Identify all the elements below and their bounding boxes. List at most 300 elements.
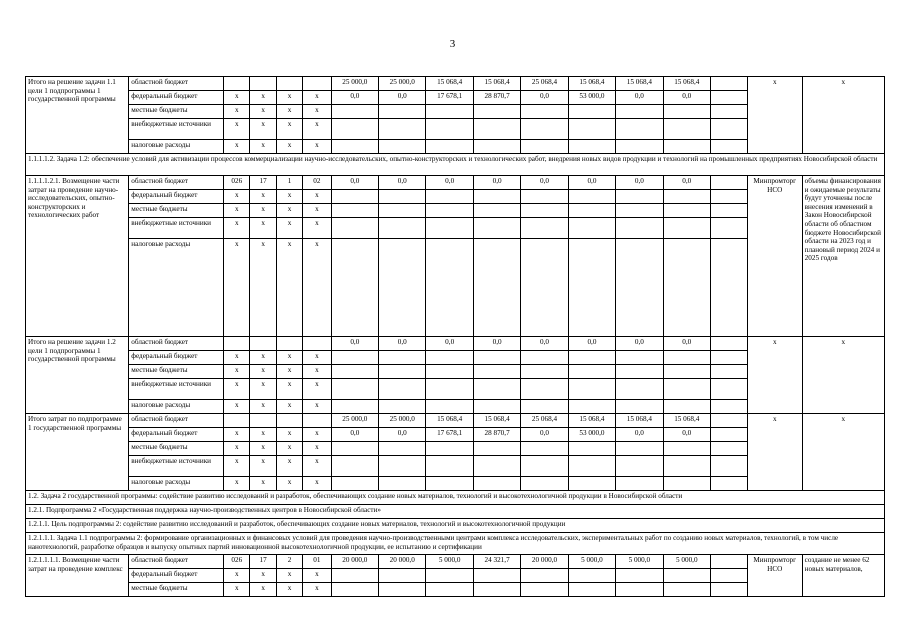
budget-code: x <box>303 583 331 597</box>
budget-code: x <box>276 569 302 583</box>
amount-cell <box>521 569 568 583</box>
budget-code <box>224 77 250 91</box>
amount-cell: 0,0 <box>663 176 710 190</box>
amount-cell <box>616 140 663 154</box>
amount-cell <box>426 477 473 491</box>
program-table <box>25 76 885 597</box>
measure-label: 1.1.1.1.2.1. Возмещение части затрат на проведение научно-исследовательских, опытно-конструкторских и технологических работ <box>26 176 129 337</box>
budget-code: x <box>224 239 250 337</box>
budget-code: 026 <box>224 555 250 569</box>
amount-cell <box>616 400 663 414</box>
amount-cell <box>379 190 426 204</box>
table-row <box>26 176 885 190</box>
amount-cell: 15 068,4 <box>473 414 520 428</box>
empty-cell <box>710 140 747 154</box>
budget-code: x <box>250 569 276 583</box>
amount-cell <box>616 365 663 379</box>
budget-code: x <box>250 105 276 119</box>
budget-code: x <box>224 91 250 105</box>
amount-cell: 25 000,0 <box>331 77 378 91</box>
amount-cell <box>568 351 615 365</box>
amount-cell <box>331 218 378 239</box>
budget-code: x <box>250 477 276 491</box>
amount-cell <box>568 239 615 337</box>
budget-code: x <box>250 140 276 154</box>
amount-cell: 0,0 <box>426 176 473 190</box>
amount-cell: 0,0 <box>616 176 663 190</box>
section-row <box>26 505 885 519</box>
amount-cell <box>521 105 568 119</box>
empty-cell <box>710 218 747 239</box>
amount-cell: 20 000,0 <box>521 555 568 569</box>
funding-source: внебюджетные источники <box>129 218 224 239</box>
amount-cell <box>426 239 473 337</box>
amount-cell <box>616 119 663 140</box>
empty-cell <box>710 442 747 456</box>
budget-code <box>250 337 276 351</box>
budget-code: x <box>276 190 302 204</box>
budget-code: x <box>224 477 250 491</box>
expected-result: x <box>802 414 884 491</box>
amount-cell <box>568 140 615 154</box>
budget-code: x <box>303 442 331 456</box>
amount-cell: 25 000,0 <box>379 414 426 428</box>
budget-code: 17 <box>250 176 276 190</box>
empty-cell <box>710 337 747 351</box>
amount-cell: 0,0 <box>521 91 568 105</box>
empty-cell <box>710 569 747 583</box>
amount-cell: 15 068,4 <box>426 414 473 428</box>
funding-source: внебюджетные источники <box>129 119 224 140</box>
funding-source: внебюджетные источники <box>129 456 224 477</box>
amount-cell: 0,0 <box>331 91 378 105</box>
executor: x <box>747 414 802 491</box>
amount-cell <box>663 239 710 337</box>
table-row <box>26 414 885 428</box>
amount-cell: 15 068,4 <box>568 77 615 91</box>
amount-cell: 0,0 <box>379 91 426 105</box>
amount-cell <box>379 351 426 365</box>
measure-label: Итого на решение задачи 1.1 цели 1 подпрограммы 1 государственной программы <box>26 77 129 154</box>
empty-cell <box>710 456 747 477</box>
funding-source: федеральный бюджет <box>129 91 224 105</box>
amount-cell: 0,0 <box>521 337 568 351</box>
executor: x <box>747 337 802 414</box>
amount-cell <box>568 477 615 491</box>
funding-source: местные бюджеты <box>129 204 224 218</box>
budget-code: x <box>276 239 302 337</box>
empty-cell <box>710 351 747 365</box>
table-row <box>26 555 885 569</box>
amount-cell <box>379 365 426 379</box>
budget-code: x <box>276 119 302 140</box>
amount-cell <box>473 442 520 456</box>
amount-cell <box>426 442 473 456</box>
amount-cell <box>521 351 568 365</box>
amount-cell <box>426 569 473 583</box>
empty-cell <box>710 555 747 569</box>
table-row <box>26 77 885 91</box>
amount-cell <box>521 218 568 239</box>
expected-result: x <box>802 337 884 414</box>
funding-source: областной бюджет <box>129 337 224 351</box>
budget-code <box>303 77 331 91</box>
budget-code: x <box>303 569 331 583</box>
amount-cell <box>616 583 663 597</box>
budget-code: x <box>276 365 302 379</box>
budget-code: 17 <box>250 555 276 569</box>
empty-cell <box>710 428 747 442</box>
budget-code: x <box>303 140 331 154</box>
funding-source: федеральный бюджет <box>129 569 224 583</box>
amount-cell: 15 068,4 <box>473 77 520 91</box>
amount-cell <box>426 218 473 239</box>
amount-cell <box>473 569 520 583</box>
budget-code: x <box>250 204 276 218</box>
amount-cell <box>331 105 378 119</box>
amount-cell <box>473 477 520 491</box>
amount-cell <box>426 400 473 414</box>
amount-cell: 20 000,0 <box>331 555 378 569</box>
amount-cell <box>473 456 520 477</box>
budget-code: x <box>224 400 250 414</box>
amount-cell <box>663 119 710 140</box>
section-row <box>26 533 885 555</box>
amount-cell <box>568 119 615 140</box>
amount-cell <box>473 583 520 597</box>
amount-cell <box>379 569 426 583</box>
amount-cell <box>663 140 710 154</box>
amount-cell: 28 870,7 <box>473 91 520 105</box>
amount-cell <box>663 456 710 477</box>
amount-cell <box>473 105 520 119</box>
amount-cell <box>568 456 615 477</box>
amount-cell <box>663 442 710 456</box>
amount-cell <box>568 442 615 456</box>
amount-cell: 0,0 <box>379 176 426 190</box>
amount-cell: 0,0 <box>473 337 520 351</box>
amount-cell: 0,0 <box>473 176 520 190</box>
amount-cell <box>521 477 568 491</box>
empty-cell <box>710 400 747 414</box>
budget-code: x <box>224 105 250 119</box>
funding-source: налоговые расходы <box>129 140 224 154</box>
amount-cell <box>473 351 520 365</box>
amount-cell <box>331 583 378 597</box>
budget-code: x <box>224 428 250 442</box>
budget-code: x <box>250 239 276 337</box>
amount-cell: 15 068,4 <box>616 77 663 91</box>
budget-code: x <box>224 119 250 140</box>
amount-cell <box>663 351 710 365</box>
budget-code: x <box>303 379 331 400</box>
budget-code: x <box>250 442 276 456</box>
amount-cell <box>616 569 663 583</box>
amount-cell <box>521 379 568 400</box>
funding-source: областной бюджет <box>129 77 224 91</box>
funding-source: областной бюджет <box>129 555 224 569</box>
amount-cell <box>379 239 426 337</box>
amount-cell: 0,0 <box>331 176 378 190</box>
amount-cell <box>426 351 473 365</box>
amount-cell: 15 068,4 <box>663 414 710 428</box>
budget-code: x <box>276 400 302 414</box>
funding-source: местные бюджеты <box>129 105 224 119</box>
amount-cell: 15 068,4 <box>568 414 615 428</box>
expected-result: x <box>802 77 884 154</box>
amount-cell <box>473 190 520 204</box>
funding-source: внебюджетные источники <box>129 379 224 400</box>
amount-cell <box>379 456 426 477</box>
budget-code <box>224 414 250 428</box>
budget-code: x <box>224 365 250 379</box>
amount-cell <box>426 119 473 140</box>
budget-code <box>276 337 302 351</box>
funding-source: налоговые расходы <box>129 239 224 337</box>
amount-cell: 53 000,0 <box>568 428 615 442</box>
empty-cell <box>710 105 747 119</box>
budget-code <box>303 414 331 428</box>
budget-code: x <box>276 218 302 239</box>
amount-cell: 15 068,4 <box>426 77 473 91</box>
expected-result: создание не менее 62 новых материалов, <box>802 555 884 597</box>
budget-code: x <box>276 204 302 218</box>
amount-cell <box>616 477 663 491</box>
amount-cell <box>379 442 426 456</box>
amount-cell <box>331 477 378 491</box>
budget-code: x <box>224 379 250 400</box>
amount-cell: 0,0 <box>331 337 378 351</box>
budget-code: x <box>276 105 302 119</box>
amount-cell <box>331 569 378 583</box>
budget-code <box>276 414 302 428</box>
budget-code: x <box>224 583 250 597</box>
empty-cell <box>710 176 747 190</box>
amount-cell: 25 000,0 <box>331 414 378 428</box>
amount-cell <box>616 456 663 477</box>
budget-code: x <box>276 428 302 442</box>
amount-cell <box>568 190 615 204</box>
budget-code: 026 <box>224 176 250 190</box>
budget-code: 2 <box>276 555 302 569</box>
amount-cell: 0,0 <box>379 337 426 351</box>
amount-cell: 0,0 <box>426 337 473 351</box>
amount-cell <box>521 119 568 140</box>
amount-cell: 5 000,0 <box>426 555 473 569</box>
section-row <box>26 154 885 176</box>
amount-cell: 25 068,4 <box>521 77 568 91</box>
amount-cell <box>426 140 473 154</box>
budget-code: x <box>250 365 276 379</box>
amount-cell <box>568 218 615 239</box>
executor: Минпромторг НСО <box>747 176 802 337</box>
budget-code: x <box>303 477 331 491</box>
amount-cell <box>473 365 520 379</box>
amount-cell <box>379 379 426 400</box>
amount-cell <box>568 400 615 414</box>
amount-cell <box>663 105 710 119</box>
budget-code: x <box>303 119 331 140</box>
empty-cell <box>710 190 747 204</box>
amount-cell <box>331 379 378 400</box>
measure-label: Итого затрат по подпрограмме 1 государственной программы <box>26 414 129 491</box>
table-body <box>26 77 885 597</box>
funding-source: местные бюджеты <box>129 442 224 456</box>
amount-cell <box>616 351 663 365</box>
amount-cell <box>663 218 710 239</box>
amount-cell <box>379 218 426 239</box>
funding-source: федеральный бюджет <box>129 428 224 442</box>
amount-cell <box>616 105 663 119</box>
budget-code: x <box>250 400 276 414</box>
budget-code: x <box>224 442 250 456</box>
budget-code: x <box>250 428 276 442</box>
budget-code: x <box>303 204 331 218</box>
amount-cell <box>331 140 378 154</box>
amount-cell <box>663 365 710 379</box>
amount-cell <box>568 204 615 218</box>
amount-cell: 17 678,1 <box>426 91 473 105</box>
amount-cell <box>379 119 426 140</box>
amount-cell <box>568 105 615 119</box>
amount-cell <box>426 583 473 597</box>
amount-cell <box>473 140 520 154</box>
amount-cell <box>616 190 663 204</box>
amount-cell <box>616 239 663 337</box>
amount-cell <box>331 190 378 204</box>
budget-code: x <box>303 456 331 477</box>
amount-cell <box>331 239 378 337</box>
amount-cell: 25 068,4 <box>521 414 568 428</box>
budget-code: x <box>303 428 331 442</box>
section-heading: 1.1.1.1.2. Задача 1.2: обеспечение условий для активизации процессов коммерциализации научно-исследовательских, опытно-конструкторских и технологических работ, внедрения новых видов продукции и технологий на промышленных предприятиях Новосибирской области <box>26 154 885 176</box>
amount-cell <box>663 477 710 491</box>
budget-code: x <box>250 119 276 140</box>
budget-code <box>224 337 250 351</box>
empty-cell <box>710 239 747 337</box>
amount-cell <box>331 442 378 456</box>
budget-code: x <box>303 365 331 379</box>
page-number: 3 <box>449 38 456 50</box>
expected-result: объемы финансирования и ожидаемые результаты будут уточнены после внесения изменений в Закон Новосибирской области об областном бюджете Новосибирской области на 2023 год и плановый период 2024 и 2025 годов <box>802 176 884 337</box>
amount-cell <box>663 379 710 400</box>
funding-source: федеральный бюджет <box>129 190 224 204</box>
budget-code: x <box>250 91 276 105</box>
amount-cell <box>379 477 426 491</box>
funding-source: областной бюджет <box>129 414 224 428</box>
amount-cell <box>568 569 615 583</box>
amount-cell <box>331 351 378 365</box>
section-row <box>26 519 885 533</box>
amount-cell <box>331 365 378 379</box>
amount-cell: 53 000,0 <box>568 91 615 105</box>
budget-code <box>250 77 276 91</box>
budget-code: x <box>276 583 302 597</box>
amount-cell <box>521 239 568 337</box>
amount-cell: 0,0 <box>663 91 710 105</box>
amount-cell <box>521 456 568 477</box>
amount-cell: 5 000,0 <box>663 555 710 569</box>
empty-cell <box>710 204 747 218</box>
funding-source: налоговые расходы <box>129 477 224 491</box>
amount-cell <box>379 583 426 597</box>
amount-cell: 0,0 <box>379 428 426 442</box>
budget-code: x <box>303 105 331 119</box>
funding-source: местные бюджеты <box>129 365 224 379</box>
budget-code: x <box>303 239 331 337</box>
amount-cell: 28 870,7 <box>473 428 520 442</box>
amount-cell: 0,0 <box>568 176 615 190</box>
amount-cell <box>473 218 520 239</box>
measure-label: Итого на решение задачи 1.2 цели 1 подпрограммы 1 государственной программы <box>26 337 129 414</box>
executor: x <box>747 77 802 154</box>
budget-code: 1 <box>276 176 302 190</box>
budget-code: x <box>224 204 250 218</box>
budget-code: x <box>276 442 302 456</box>
amount-cell: 0,0 <box>331 428 378 442</box>
amount-cell <box>473 400 520 414</box>
budget-code <box>250 414 276 428</box>
budget-code: x <box>250 190 276 204</box>
budget-code: x <box>224 569 250 583</box>
section-heading: 1.2.1.1.1. Задача 1.1 подпрограммы 2: формирование организационных и финансовых условий для проведения научно-производственными центрами комплекса исследовательских, экспериментальных работ по созданию новых материалов, технологий, в том числе нанотехнологий, разработке образцов и выпуску опытных партий инновационной высокотехнологичной продукции, ее испытанию и сертификации <box>26 533 885 555</box>
empty-cell <box>710 583 747 597</box>
budget-code: x <box>303 91 331 105</box>
amount-cell: 0,0 <box>616 91 663 105</box>
amount-cell <box>473 119 520 140</box>
amount-cell <box>473 239 520 337</box>
amount-cell <box>426 456 473 477</box>
amount-cell <box>568 379 615 400</box>
section-row <box>26 491 885 505</box>
amount-cell <box>663 569 710 583</box>
amount-cell: 0,0 <box>663 428 710 442</box>
budget-code <box>276 77 302 91</box>
amount-cell: 5 000,0 <box>568 555 615 569</box>
budget-code: x <box>250 583 276 597</box>
amount-cell: 0,0 <box>521 176 568 190</box>
amount-cell <box>331 119 378 140</box>
empty-cell <box>710 365 747 379</box>
amount-cell <box>663 583 710 597</box>
budget-code: x <box>224 456 250 477</box>
budget-code: x <box>250 351 276 365</box>
budget-code: x <box>276 379 302 400</box>
amount-cell <box>663 190 710 204</box>
budget-code: x <box>276 351 302 365</box>
amount-cell <box>331 400 378 414</box>
budget-code: x <box>276 456 302 477</box>
budget-code: 01 <box>303 555 331 569</box>
budget-code: x <box>276 91 302 105</box>
amount-cell <box>521 140 568 154</box>
amount-cell <box>426 379 473 400</box>
empty-cell <box>710 77 747 91</box>
section-heading: 1.2.1. Подпрограмма 2 «Государственная поддержка научно-производственных центров в Новосибирской области» <box>26 505 885 519</box>
budget-code: x <box>250 456 276 477</box>
amount-cell <box>521 204 568 218</box>
amount-cell <box>521 400 568 414</box>
empty-cell <box>710 119 747 140</box>
budget-code: x <box>224 351 250 365</box>
budget-code: 02 <box>303 176 331 190</box>
amount-cell <box>616 204 663 218</box>
amount-cell <box>426 105 473 119</box>
empty-cell <box>710 477 747 491</box>
amount-cell: 5 000,0 <box>616 555 663 569</box>
amount-cell <box>568 365 615 379</box>
amount-cell: 15 068,4 <box>616 414 663 428</box>
